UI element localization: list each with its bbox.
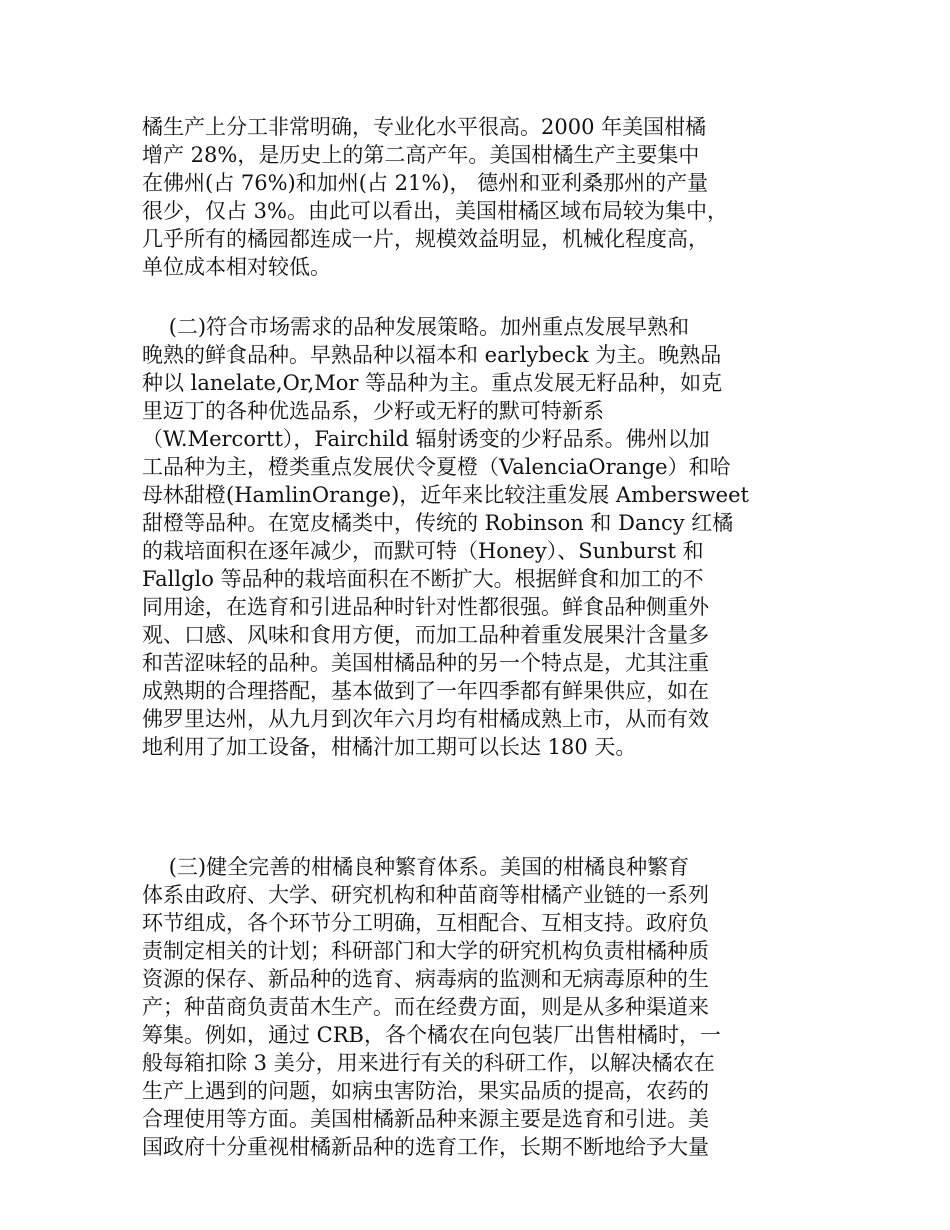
paragraph-variety-strategy xyxy=(142,313,814,761)
text-line: 筹集。例如，通过 CRB，各个橘农在向包装厂出售柑橘时，一 xyxy=(142,1023,721,1047)
text-line: Fallglo 等品种的栽培面积在不断扩大。根据鲜食和加工的不 xyxy=(142,567,704,591)
text-line: 体系由政府、大学、研究机构和种苗商等柑橘产业链的一系列 xyxy=(142,883,709,907)
text-line: 观、口感、风味和食用方便，而加工品种着重发展果汁含量多 xyxy=(142,623,709,647)
text-line: 国政府十分重视柑橘新品种的选育工作，长期不断地给予大量 xyxy=(142,1135,709,1159)
text-line: 几乎所有的橘园都连成一片，规模效益明显，机械化程度高， xyxy=(142,227,709,251)
text-line: 责制定相关的计划；科研部门和大学的研究机构负责柑橘种质 xyxy=(142,939,709,963)
text-line: 增产 28%，是历史上的第二高产年。美国柑橘生产主要集中 xyxy=(142,143,700,167)
text-line: 甜橙等品种。在宽皮橘类中，传统的 Robinson 和 Dancy 红橘 xyxy=(142,511,734,535)
text-line: 和苦涩味轻的品种。美国柑橘品种的另一个特点是，尤其注重 xyxy=(142,651,709,675)
text-line: 在佛州(占 76%)和加州(占 21%)， 德州和亚利桑那州的产量 xyxy=(142,171,709,195)
text-line: 合理使用等方面。美国柑橘新品种来源主要是选育和引进。美 xyxy=(142,1107,709,1131)
text-line: 成熟期的合理搭配，基本做到了一年四季都有鲜果供应，如在 xyxy=(142,679,709,703)
text-line: 佛罗里达州，从九月到次年六月均有柑橘成熟上市，从而有效 xyxy=(142,707,709,731)
text-line: （W.Mercortt），Fairchild 辐射诱变的少籽品系。佛州以加 xyxy=(142,427,710,451)
text-line: 晚熟的鲜食品种。早熟品种以福本和 earlybeck 为主。晚熟品 xyxy=(142,343,722,367)
paragraph-breeding-system xyxy=(142,853,814,1161)
text-line: 同用途，在选育和引进品种时针对性都很强。鲜食品种侧重外 xyxy=(142,595,709,619)
text-line: 资源的保存、新品种的选育、病毒病的监测和无病毒原种的生 xyxy=(142,967,709,991)
text-line: 母林甜橙(HamlinOrange)，近年来比较注重发展 Ambersweet xyxy=(142,483,749,507)
paragraph-regional-layout xyxy=(142,113,814,281)
text-line: 地利用了加工设备，柑橘汁加工期可以长达 180 天。 xyxy=(142,735,637,759)
text-line: 单位成本相对较低。 xyxy=(142,255,331,279)
text-line: 产；种苗商负责苗木生产。而在经费方面，则是从多种渠道来 xyxy=(142,995,709,1019)
text-line: 工品种为主，橙类重点发展伏令夏橙（ValenciaOrange）和哈 xyxy=(142,455,731,479)
text-line: 环节组成，各个环节分工明确，互相配合、互相支持。政府负 xyxy=(142,911,709,935)
text-line: 很少，仅占 3%。由此可以看出，美国柑橘区域布局较为集中， xyxy=(142,199,728,223)
text-line: (二)符合市场需求的品种发展策略。加州重点发展早熟和 xyxy=(142,315,690,339)
text-line: 橘生产上分工非常明确，专业化水平很高。2000 年美国柑橘 xyxy=(142,115,707,139)
text-line: 生产上遇到的问题，如病虫害防治，果实品质的提高，农药的 xyxy=(142,1079,709,1103)
text-line: 的栽培面积在逐年减少，而默可特（Honey）、Sunburst 和 xyxy=(142,539,704,563)
text-line: 里迈丁的各种优选品系，少籽或无籽的默可特新系 xyxy=(142,399,604,423)
text-line: 般每箱扣除 3 美分，用来进行有关的科研工作，以解决橘农在 xyxy=(142,1051,715,1075)
text-line: (三)健全完善的柑橘良种繁育体系。美国的柑橘良种繁育 xyxy=(142,855,690,879)
text-line: 种以 lanelate,Or,Mor 等品种为主。重点发展无籽品种，如克 xyxy=(142,371,723,395)
